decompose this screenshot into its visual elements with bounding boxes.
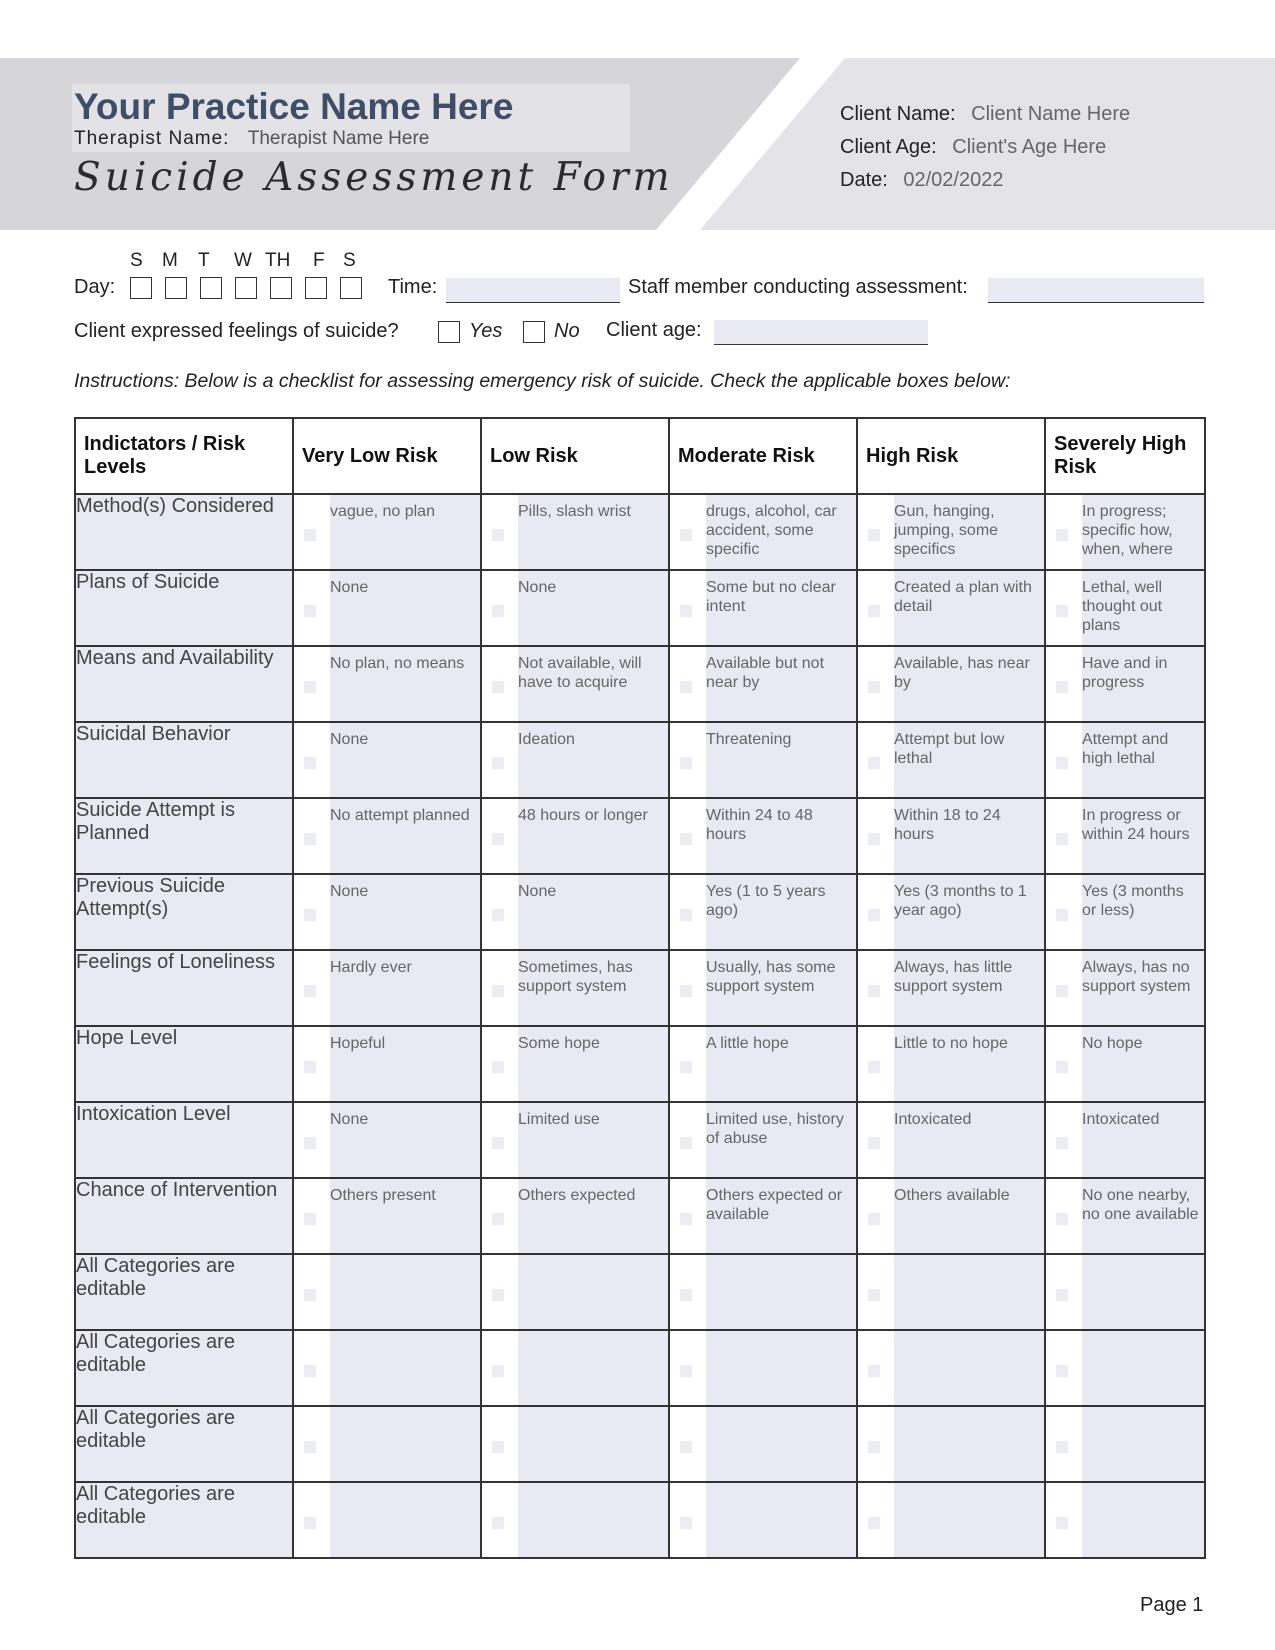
risk-cell-low <box>481 1406 669 1482</box>
practice-name[interactable]: Your Practice Name Here <box>74 86 514 127</box>
risk-table-row <box>75 1026 1205 1102</box>
risk-cell-high <box>857 1406 1045 1482</box>
day-letter-m: M <box>162 250 178 271</box>
risk-cell-text: Hardly ever <box>330 959 412 976</box>
risk-checkbox[interactable] <box>304 1517 316 1529</box>
risk-cell-moderate <box>669 1102 857 1178</box>
risk-cell-text: None <box>518 883 557 900</box>
row-indicator-label[interactable]: All Categories are editable <box>75 1482 293 1558</box>
instructions: Instructions: Below is a checklist for assessing emergency risk of suicide. Check the applicable boxes below: <box>74 370 1011 392</box>
risk-checkbox[interactable] <box>868 1289 880 1301</box>
risk-checkbox[interactable] <box>680 833 692 845</box>
risk-checkbox[interactable] <box>492 1061 504 1073</box>
risk-checkbox[interactable] <box>492 985 504 997</box>
risk-cell-field[interactable] <box>1082 1483 1204 1557</box>
risk-cell-high <box>857 1482 1045 1558</box>
risk-cell-field[interactable] <box>894 1483 1044 1557</box>
risk-checkbox[interactable] <box>492 1365 504 1377</box>
risk-cell-high <box>857 722 1045 798</box>
risk-cell-moderate <box>669 1026 857 1102</box>
risk-checkbox[interactable] <box>868 1213 880 1225</box>
risk-cell-text: Others expected or available <box>706 1187 843 1223</box>
risk-cell-very-low <box>293 1330 481 1406</box>
risk-cell-text: Sometimes, has support system <box>518 959 633 995</box>
risk-cell-high <box>857 1102 1045 1178</box>
risk-cell-field[interactable] <box>706 1331 856 1405</box>
risk-checkbox[interactable] <box>868 757 880 769</box>
risk-checkbox[interactable] <box>680 1213 692 1225</box>
row-indicator-label[interactable]: Previous Suicide Attempt(s) <box>75 874 293 950</box>
risk-cell-text: Limited use, history of abuse <box>706 1111 844 1147</box>
risk-cell-severely-high <box>1045 950 1205 1026</box>
risk-cell-severely-high <box>1045 646 1205 722</box>
risk-cell-text: No plan, no means <box>330 655 465 672</box>
header-very-low-risk: Very Low Risk <box>293 418 481 494</box>
risk-cell-field[interactable] <box>518 1483 668 1557</box>
risk-cell-text: Within 18 to 24 hours <box>894 807 1001 843</box>
risk-checkbox[interactable] <box>868 1137 880 1149</box>
client-name-label: Client Name: <box>840 103 956 125</box>
risk-cell-low <box>481 798 669 874</box>
staff-label: Staff member conducting assessment: <box>628 276 968 298</box>
date-label: Date: <box>840 169 888 191</box>
risk-cell-text: drugs, alcohol, car accident, some specific <box>706 503 837 558</box>
risk-checkbox[interactable] <box>1056 1137 1068 1149</box>
header-indicators: Indictators / Risk Levels <box>75 418 293 494</box>
risk-cell-field[interactable] <box>1082 1407 1204 1481</box>
risk-cell-moderate <box>669 950 857 1026</box>
risk-cell-high <box>857 950 1045 1026</box>
risk-table-row <box>75 1178 1205 1254</box>
no-checkbox[interactable] <box>523 321 545 343</box>
risk-cell-moderate <box>669 874 857 950</box>
risk-cell-low <box>481 1026 669 1102</box>
risk-table-row <box>75 874 1205 950</box>
row-indicator-label[interactable]: Method(s) Considered <box>75 494 293 570</box>
risk-cell-moderate <box>669 1254 857 1330</box>
risk-checkbox[interactable] <box>1056 1441 1068 1453</box>
risk-cell-high <box>857 1026 1045 1102</box>
risk-checkbox[interactable] <box>304 1289 316 1301</box>
yes-label: Yes <box>469 320 503 342</box>
risk-cell-very-low <box>293 1406 481 1482</box>
risk-cell-text: Always, has little support system <box>894 959 1013 995</box>
risk-cell-field[interactable] <box>1082 1255 1204 1329</box>
day-checkbox-m[interactable] <box>165 277 187 299</box>
risk-cell-text: In progress or within 24 hours <box>1082 807 1190 843</box>
risk-cell-field[interactable] <box>330 1331 480 1405</box>
risk-cell-moderate <box>669 1482 857 1558</box>
risk-cell-field[interactable] <box>518 1407 668 1481</box>
risk-cell-field[interactable] <box>330 1483 480 1557</box>
risk-checkbox[interactable] <box>492 1289 504 1301</box>
header-high-risk: High Risk <box>857 418 1045 494</box>
risk-cell-text: Gun, hanging, jumping, some specifics <box>894 503 999 558</box>
no-label: No <box>554 320 580 342</box>
day-checkbox-f[interactable] <box>305 277 327 299</box>
risk-cell-text: vague, no plan <box>330 503 435 520</box>
day-letter-t: T <box>198 250 210 271</box>
risk-cell-text: None <box>518 579 557 596</box>
risk-table-row <box>75 1254 1205 1330</box>
risk-cell-field[interactable] <box>706 1255 856 1329</box>
risk-checkbox[interactable] <box>304 833 316 845</box>
risk-checkbox[interactable] <box>1056 757 1068 769</box>
row-indicator-label[interactable]: All Categories are editable <box>75 1406 293 1482</box>
risk-cell-text: None <box>330 883 369 900</box>
risk-table-row <box>75 494 1205 570</box>
risk-cell-low <box>481 874 669 950</box>
risk-cell-text: Intoxicated <box>1082 1111 1160 1128</box>
risk-cell-severely-high <box>1045 494 1205 570</box>
therapist-label: Therapist Name: <box>74 128 230 149</box>
risk-cell-moderate <box>669 1178 857 1254</box>
risk-cell-text: Others available <box>894 1187 1010 1204</box>
risk-table-header <box>75 418 1205 494</box>
risk-cell-low <box>481 1482 669 1558</box>
day-checkbox-t[interactable] <box>200 277 222 299</box>
risk-checkbox[interactable] <box>680 1441 692 1453</box>
risk-checkbox[interactable] <box>1056 833 1068 845</box>
header-severely-high-risk: Severely High Risk <box>1045 418 1205 494</box>
client-age-header-field[interactable]: Client's Age Here <box>952 136 1107 158</box>
row-indicator-label[interactable]: All Categories are editable <box>75 1330 293 1406</box>
day-checkbox-s2[interactable] <box>340 277 362 299</box>
risk-cell-field[interactable] <box>894 1407 1044 1481</box>
client-age-label: Client age: <box>606 319 702 341</box>
header-low-risk: Low Risk <box>481 418 669 494</box>
time-input[interactable] <box>446 278 620 303</box>
row-indicator-label[interactable]: Plans of Suicide <box>75 570 293 646</box>
risk-cell-very-low <box>293 722 481 798</box>
risk-cell-text: Always, has no support system <box>1082 959 1191 995</box>
risk-checkbox[interactable] <box>1056 909 1068 921</box>
risk-checkbox[interactable] <box>304 529 316 541</box>
risk-table-row <box>75 1406 1205 1482</box>
risk-checkbox[interactable] <box>304 605 316 617</box>
risk-checkbox[interactable] <box>304 1365 316 1377</box>
day-checkbox-w[interactable] <box>235 277 257 299</box>
therapist-name-field[interactable]: Therapist Name Here <box>247 128 430 149</box>
risk-cell-text: None <box>330 1111 369 1128</box>
client-name-field[interactable]: Client Name Here <box>971 103 1131 125</box>
row-indicator-label[interactable]: Means and Availability <box>75 646 293 722</box>
risk-cell-text: Some hope <box>518 1035 600 1052</box>
risk-cell-field[interactable] <box>894 1331 1044 1405</box>
risk-checkbox[interactable] <box>304 1441 316 1453</box>
row-indicator-label[interactable]: All Categories are editable <box>75 1254 293 1330</box>
day-label: Day: <box>74 276 116 298</box>
row-indicator-label[interactable]: Intoxication Level <box>75 1102 293 1178</box>
risk-checkbox[interactable] <box>680 757 692 769</box>
risk-cell-severely-high <box>1045 874 1205 950</box>
risk-checkbox[interactable] <box>680 909 692 921</box>
risk-cell-field[interactable] <box>706 1483 856 1557</box>
day-letter-w: W <box>234 250 252 271</box>
risk-cell-field[interactable] <box>518 1255 668 1329</box>
risk-cell-low <box>481 1254 669 1330</box>
risk-cell-high <box>857 1330 1045 1406</box>
risk-cell-high <box>857 798 1045 874</box>
risk-cell-very-low <box>293 950 481 1026</box>
risk-cell-text: Ideation <box>518 731 575 748</box>
risk-table-row <box>75 798 1205 874</box>
risk-checkbox[interactable] <box>868 605 880 617</box>
risk-checkbox[interactable] <box>868 909 880 921</box>
risk-table-row <box>75 1102 1205 1178</box>
staff-input[interactable] <box>988 278 1204 303</box>
feelings-label: Client expressed feelings of suicide? <box>74 320 399 342</box>
risk-cell-very-low <box>293 1254 481 1330</box>
therapist-row <box>74 128 429 150</box>
risk-cell-low <box>481 1330 669 1406</box>
risk-cell-text: Created a plan with detail <box>894 579 1032 615</box>
risk-cell-field[interactable] <box>330 1255 480 1329</box>
risk-cell-text: Yes (3 months or less) <box>1082 883 1184 919</box>
risk-table-row <box>75 1482 1205 1558</box>
risk-cell-high <box>857 570 1045 646</box>
risk-checkbox[interactable] <box>680 681 692 693</box>
risk-checkbox[interactable] <box>868 1517 880 1529</box>
risk-cell-very-low <box>293 798 481 874</box>
risk-checkbox[interactable] <box>1056 1289 1068 1301</box>
risk-checkbox[interactable] <box>492 1517 504 1529</box>
risk-cell-text: Usually, has some support system <box>706 959 836 995</box>
risk-checkbox[interactable] <box>680 1137 692 1149</box>
risk-cell-field[interactable] <box>330 1407 480 1481</box>
risk-checkbox[interactable] <box>304 1137 316 1149</box>
day-letter-s2: S <box>343 250 356 271</box>
risk-checkbox[interactable] <box>680 1365 692 1377</box>
risk-cell-very-low <box>293 874 481 950</box>
risk-checkbox[interactable] <box>492 833 504 845</box>
risk-cell-severely-high <box>1045 1178 1205 1254</box>
risk-cell-moderate <box>669 570 857 646</box>
form-title: Suicide Assessment Form <box>74 155 674 200</box>
risk-cell-low <box>481 1178 669 1254</box>
client-age-header-label: Client Age: <box>840 136 937 158</box>
risk-cell-text: Within 24 to 48 hours <box>706 807 813 843</box>
risk-checkbox[interactable] <box>492 605 504 617</box>
risk-cell-text: Yes (1 to 5 years ago) <box>706 883 826 919</box>
client-name-row <box>840 103 1130 136</box>
risk-checkbox[interactable] <box>304 1213 316 1225</box>
risk-checkbox[interactable] <box>680 529 692 541</box>
risk-cell-moderate <box>669 646 857 722</box>
risk-cell-text: Not available, will have to acquire <box>518 655 642 691</box>
risk-cell-high <box>857 874 1045 950</box>
risk-cell-severely-high <box>1045 1254 1205 1330</box>
page-number: Page 1 <box>1140 1594 1204 1616</box>
risk-checkbox[interactable] <box>868 1441 880 1453</box>
risk-cell-low <box>481 1102 669 1178</box>
risk-cell-severely-high <box>1045 1102 1205 1178</box>
risk-cell-severely-high <box>1045 798 1205 874</box>
yes-checkbox[interactable] <box>438 321 460 343</box>
risk-checkbox[interactable] <box>868 833 880 845</box>
risk-cell-moderate <box>669 494 857 570</box>
row-indicator-label[interactable]: Suicidal Behavior <box>75 722 293 798</box>
risk-checkbox[interactable] <box>868 529 880 541</box>
risk-cell-severely-high <box>1045 570 1205 646</box>
risk-cell-field[interactable] <box>706 1407 856 1481</box>
risk-table <box>74 417 1206 1559</box>
risk-checkbox[interactable] <box>304 1061 316 1073</box>
risk-cell-moderate <box>669 1406 857 1482</box>
risk-checkbox[interactable] <box>1056 985 1068 997</box>
risk-cell-very-low <box>293 1102 481 1178</box>
row-indicator-label[interactable]: Suicide Attempt is Planned <box>75 798 293 874</box>
risk-cell-text: Available, has near by <box>894 655 1030 691</box>
risk-checkbox[interactable] <box>680 1289 692 1301</box>
risk-cell-high <box>857 646 1045 722</box>
risk-cell-text: Others expected <box>518 1187 636 1204</box>
risk-checkbox[interactable] <box>492 1441 504 1453</box>
risk-cell-text: Pills, slash wrist <box>518 503 631 520</box>
risk-checkbox[interactable] <box>1056 1365 1068 1377</box>
risk-cell-text: None <box>330 579 369 596</box>
risk-cell-text: Limited use <box>518 1111 600 1128</box>
risk-checkbox[interactable] <box>492 1213 504 1225</box>
risk-cell-text: Lethal, well thought out plans <box>1082 579 1163 634</box>
risk-cell-text: Others present <box>330 1187 436 1204</box>
risk-cell-text: Threatening <box>706 731 792 748</box>
risk-cell-severely-high <box>1045 1026 1205 1102</box>
risk-cell-very-low <box>293 646 481 722</box>
day-checkbox-s1[interactable] <box>130 277 152 299</box>
risk-checkbox[interactable] <box>1056 529 1068 541</box>
risk-cell-text: 48 hours or longer <box>518 807 648 824</box>
risk-cell-low <box>481 646 669 722</box>
risk-cell-high <box>857 1178 1045 1254</box>
date-row <box>840 169 1130 202</box>
risk-cell-very-low <box>293 570 481 646</box>
risk-checkbox[interactable] <box>868 985 880 997</box>
date-field[interactable]: 02/02/2022 <box>903 169 1004 191</box>
client-age-row <box>840 136 1130 169</box>
risk-checkbox[interactable] <box>680 1061 692 1073</box>
risk-cell-field[interactable] <box>1082 1331 1204 1405</box>
risk-checkbox[interactable] <box>492 757 504 769</box>
risk-checkbox[interactable] <box>1056 681 1068 693</box>
risk-cell-text: No attempt planned <box>330 807 470 824</box>
row-indicator-label[interactable]: Chance of Intervention <box>75 1178 293 1254</box>
row-indicator-label[interactable]: Hope Level <box>75 1026 293 1102</box>
risk-cell-text: None <box>330 731 369 748</box>
risk-checkbox[interactable] <box>680 605 692 617</box>
risk-cell-text: No one nearby, no one available <box>1082 1187 1199 1223</box>
risk-cell-very-low <box>293 1026 481 1102</box>
risk-cell-field[interactable] <box>518 1331 668 1405</box>
risk-cell-high <box>857 1254 1045 1330</box>
day-letter-th: TH <box>265 250 291 271</box>
risk-checkbox[interactable] <box>492 529 504 541</box>
risk-checkbox[interactable] <box>1056 1213 1068 1225</box>
risk-cell-severely-high <box>1045 1406 1205 1482</box>
risk-cell-severely-high <box>1045 1330 1205 1406</box>
day-letter-f: F <box>313 250 325 271</box>
risk-checkbox[interactable] <box>492 681 504 693</box>
risk-checkbox[interactable] <box>680 985 692 997</box>
risk-checkbox[interactable] <box>304 985 316 997</box>
risk-cell-text: Intoxicated <box>894 1111 972 1128</box>
client-age-input[interactable] <box>714 320 928 345</box>
risk-checkbox[interactable] <box>304 909 316 921</box>
risk-table-row <box>75 1330 1205 1406</box>
risk-checkbox[interactable] <box>492 1137 504 1149</box>
risk-cell-moderate <box>669 798 857 874</box>
risk-cell-text: No hope <box>1082 1035 1143 1052</box>
day-letter-s1: S <box>130 250 143 271</box>
risk-checkbox[interactable] <box>868 1061 880 1073</box>
risk-cell-text: Available but not near by <box>706 655 825 691</box>
risk-cell-moderate <box>669 722 857 798</box>
risk-cell-low <box>481 494 669 570</box>
risk-table-row <box>75 646 1205 722</box>
risk-cell-severely-high <box>1045 1482 1205 1558</box>
risk-cell-very-low <box>293 1482 481 1558</box>
risk-cell-text: Attempt but low lethal <box>894 731 1005 767</box>
risk-checkbox[interactable] <box>680 1517 692 1529</box>
risk-checkbox[interactable] <box>1056 1061 1068 1073</box>
risk-cell-field[interactable] <box>894 1255 1044 1329</box>
risk-table-row <box>75 570 1205 646</box>
risk-table-row <box>75 950 1205 1026</box>
risk-table-row <box>75 722 1205 798</box>
risk-checkbox[interactable] <box>868 1365 880 1377</box>
risk-checkbox[interactable] <box>868 681 880 693</box>
risk-checkbox[interactable] <box>304 757 316 769</box>
risk-cell-text: Hopeful <box>330 1035 386 1052</box>
risk-cell-text: A little hope <box>706 1035 789 1052</box>
risk-cell-low <box>481 722 669 798</box>
risk-cell-low <box>481 950 669 1026</box>
row-indicator-label[interactable]: Feelings of Loneliness <box>75 950 293 1026</box>
risk-cell-very-low <box>293 1178 481 1254</box>
risk-cell-low <box>481 570 669 646</box>
header-moderate-risk: Moderate Risk <box>669 418 857 494</box>
risk-checkbox[interactable] <box>492 909 504 921</box>
risk-cell-moderate <box>669 1330 857 1406</box>
day-checkbox-th[interactable] <box>270 277 292 299</box>
risk-cell-text: In progress; specific how, when, where <box>1082 503 1173 558</box>
time-label: Time: <box>388 276 438 298</box>
risk-cell-text: Have and in progress <box>1082 655 1168 691</box>
risk-cell-text: Yes (3 months to 1 year ago) <box>894 883 1027 919</box>
risk-cell-high <box>857 494 1045 570</box>
client-info <box>840 103 1130 202</box>
risk-cell-text: Little to no hope <box>894 1035 1008 1052</box>
risk-checkbox[interactable] <box>1056 1517 1068 1529</box>
risk-checkbox[interactable] <box>1056 605 1068 617</box>
risk-cell-very-low <box>293 494 481 570</box>
risk-cell-severely-high <box>1045 722 1205 798</box>
risk-cell-text: Some but no clear intent <box>706 579 836 615</box>
risk-checkbox[interactable] <box>304 681 316 693</box>
risk-cell-text: Attempt and high lethal <box>1082 731 1169 767</box>
